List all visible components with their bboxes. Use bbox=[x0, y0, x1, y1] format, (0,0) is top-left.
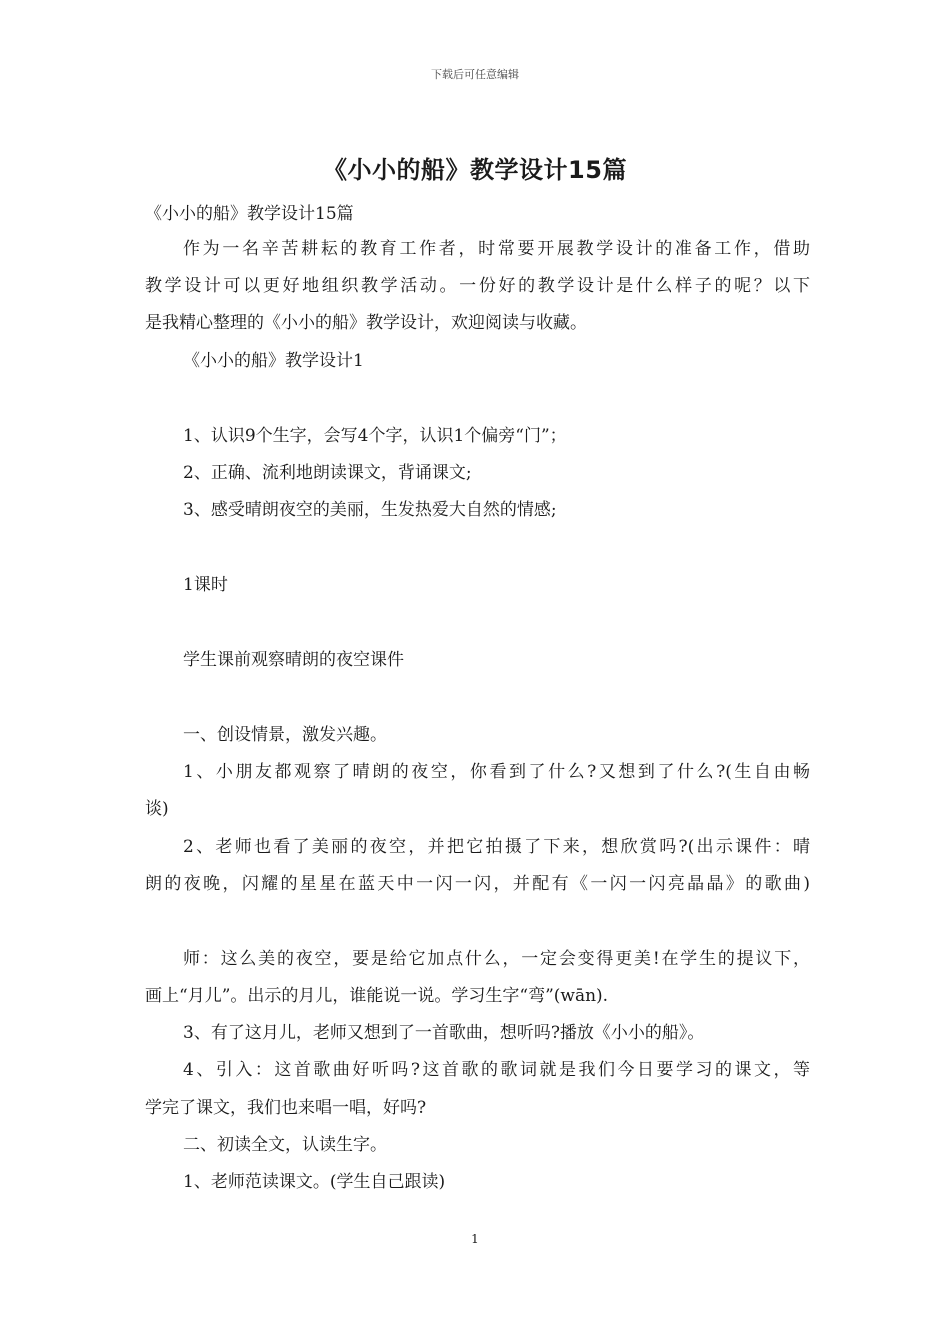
paragraph-line: 学生课前观察晴朗的夜空课件 bbox=[183, 650, 404, 670]
document-title: 《小小的船》教学设计15篇 bbox=[323, 156, 627, 184]
paragraph-line: 是我精心整理的《小小的船》教学设计，欢迎阅读与收藏。 bbox=[145, 313, 587, 333]
section-heading: 二、初读全文，认读生字。 bbox=[183, 1135, 387, 1155]
paragraph-line: 朗的夜晚，闪耀的星星在蓝天中一闪一闪，并配有《一闪一闪亮晶晶》的歌曲) bbox=[145, 874, 810, 894]
page-number: 1 bbox=[471, 1232, 479, 1246]
section-heading: 《小小的船》教学设计1 bbox=[183, 351, 364, 371]
paragraph-line: 谈) bbox=[145, 799, 169, 819]
paragraph-line: 学完了课文，我们也来唱一唱，好吗? bbox=[145, 1098, 427, 1118]
paragraph-line: 1、小朋友都观察了晴朗的夜空，你看到了什么?又想到了什么?(生自由畅 bbox=[183, 762, 810, 782]
paragraph-line: 师：这么美的夜空，要是给它加点什么，一定会变得更美!在学生的提议下， bbox=[183, 949, 810, 969]
paragraph-line: 4、引入：这首歌曲好听吗?这首歌的歌词就是我们今日要学习的课文，等 bbox=[183, 1060, 810, 1080]
page-header: 下载后可任意编辑 bbox=[431, 68, 519, 81]
paragraph-line: 作为一名辛苦耕耘的教育工作者，时常要开展教学设计的准备工作，借助 bbox=[183, 239, 810, 259]
paragraph-line: 1、老师范读课文。(学生自己跟读) bbox=[183, 1172, 446, 1192]
subtitle-line: 《小小的船》教学设计15篇 bbox=[145, 204, 354, 224]
paragraph-line: 2、老师也看了美丽的夜空，并把它拍摄了下来，想欣赏吗?(出示课件：晴 bbox=[183, 837, 810, 857]
list-item: 2、正确、流利地朗读课文，背诵课文; bbox=[183, 463, 472, 483]
list-item: 1、认识9个生字，会写4个字，认识1个偏旁“门”； bbox=[183, 426, 567, 446]
list-item: 3、感受晴朗夜空的美丽，生发热爱大自然的情感; bbox=[183, 500, 557, 520]
section-heading: 一、创设情景，激发兴趣。 bbox=[183, 725, 387, 745]
paragraph-line: 画上“月儿”。出示的月儿，谁能说一说。学习生字“弯”(wān). bbox=[145, 986, 609, 1006]
paragraph-line: 教学设计可以更好地组织教学活动。一份好的教学设计是什么样子的呢？以下 bbox=[145, 276, 810, 296]
paragraph-line: 1课时 bbox=[183, 575, 228, 595]
paragraph-line: 3、有了这月儿，老师又想到了一首歌曲，想听吗?播放《小小的船》。 bbox=[183, 1023, 705, 1043]
